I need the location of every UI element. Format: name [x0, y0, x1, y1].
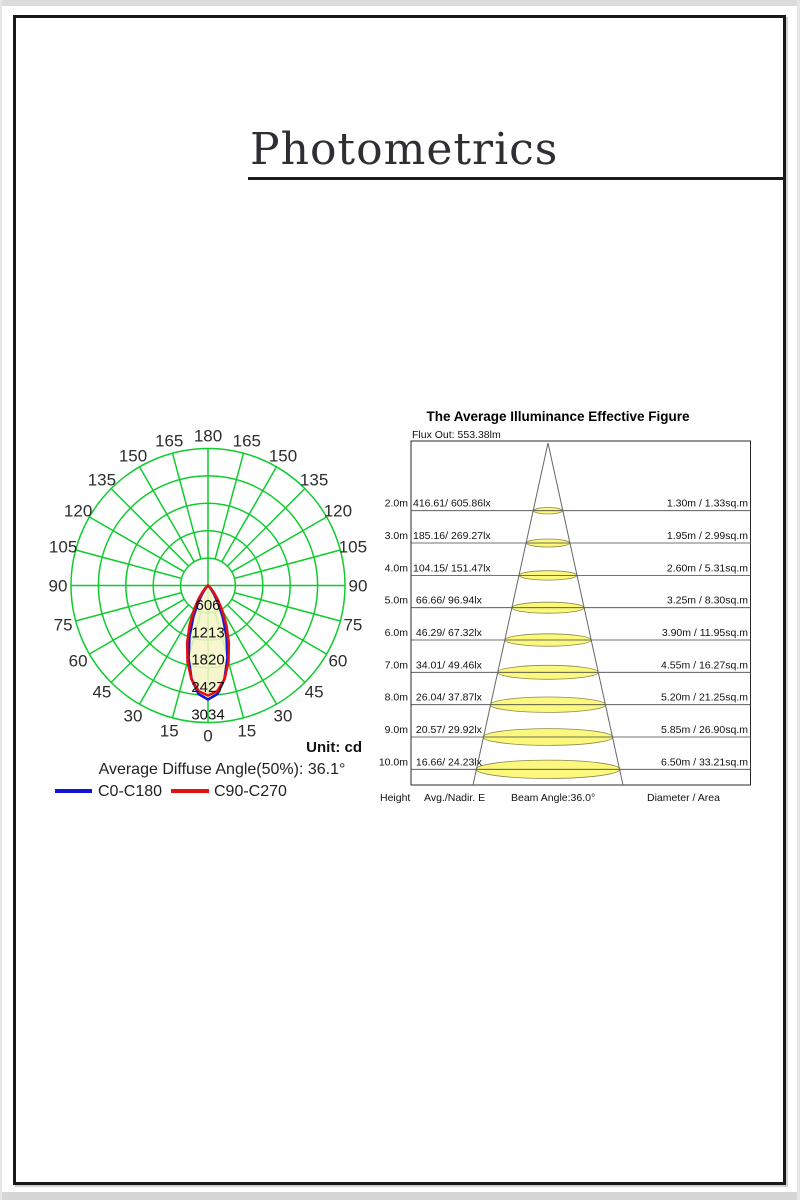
polar-spoke	[235, 550, 341, 578]
polar-angle-label: 0	[203, 726, 213, 746]
polar-spoke	[222, 467, 277, 562]
polar-angle-label: 150	[118, 446, 148, 466]
legend-label-c0-c180: C0-C180	[98, 783, 163, 800]
polar-angle-label: 135	[299, 470, 329, 490]
cone-figure-title: The Average Illuminance Effective Figure	[426, 409, 690, 424]
row-height-label: 4.0m	[384, 562, 408, 575]
polar-angle-label: 135	[87, 470, 117, 490]
row-height-label: 2.0m	[384, 497, 408, 510]
footer-beam-angle-label: Beam Angle:36.0°	[511, 792, 596, 804]
footer-diameter-area-label: Diameter / Area	[647, 792, 720, 804]
row-avg-nadir-value: 46.29/ 67.32lx	[413, 627, 482, 639]
page-edge-bottom	[0, 1192, 800, 1200]
polar-angle-label: 120	[63, 501, 93, 521]
row-diameter-area-value: 6.50m / 33.21sq.m	[661, 756, 748, 769]
polar-angle-label: 15	[237, 721, 257, 741]
polar-ring-value: 606	[195, 596, 221, 614]
polar-spoke	[89, 599, 184, 654]
polar-spoke	[111, 489, 189, 566]
polar-angle-label: 165	[232, 431, 261, 451]
footer-avg-nadir-label: Avg./Nadir. E	[424, 792, 486, 804]
polar-spoke	[215, 453, 243, 559]
polar-angle-label: 30	[273, 706, 293, 726]
polar-angle-label: 105	[48, 537, 78, 557]
row-avg-nadir-value: 104.15/ 151.47lx	[413, 562, 491, 575]
polar-angle-label: 165	[155, 431, 184, 451]
row-diameter-area-value: 5.20m / 21.25sq.m	[661, 691, 748, 704]
polar-ring-value: 3034	[191, 706, 225, 724]
page-edge-left	[0, 0, 2, 1200]
legend-label-c90-c270: C90-C270	[214, 783, 287, 800]
polar-spoke	[140, 609, 195, 704]
polar-ring-value: 1213	[191, 624, 225, 642]
row-height-label: 3.0m	[384, 530, 408, 542]
polar-spoke	[89, 517, 184, 572]
polar-intensity-chart	[30, 415, 380, 810]
row-diameter-area-value: 3.90m / 11.95sq.m	[661, 627, 748, 639]
row-avg-nadir-value: 16.66/ 24.23lx	[413, 756, 482, 769]
polar-angle-label: 180	[193, 426, 223, 446]
polar-spoke	[235, 593, 341, 621]
row-avg-nadir-value: 66.66/ 96.94lx	[413, 594, 482, 607]
row-diameter-area-value: 2.60m / 5.31sq.m	[666, 562, 748, 575]
polar-angle-label: 15	[159, 721, 179, 741]
polar-spoke	[222, 609, 277, 704]
polar-angle-label: 90	[48, 576, 68, 596]
polar-angle-label: 45	[92, 682, 112, 702]
unit-label: Unit: cd	[306, 739, 362, 756]
row-avg-nadir-value: 20.57/ 29.92lx	[413, 724, 482, 736]
page-edge-top	[0, 0, 800, 6]
row-diameter-area-value: 1.30m / 1.33sq.m	[666, 497, 748, 510]
polar-spoke	[173, 453, 201, 559]
illuminance-cone-figure	[375, 400, 795, 810]
row-height-label: 8.0m	[384, 691, 408, 704]
row-height-label: 7.0m	[384, 659, 408, 672]
title-underline	[248, 177, 786, 180]
polar-spoke	[140, 467, 195, 562]
polar-angle-label: 75	[53, 615, 73, 635]
row-diameter-area-value: 1.95m / 2.99sq.m	[666, 530, 748, 542]
polar-angle-label: 45	[304, 682, 324, 702]
row-height-label: 9.0m	[384, 724, 408, 736]
polar-angle-label: 120	[323, 501, 353, 521]
row-height-label: 6.0m	[384, 627, 408, 639]
polar-spoke	[227, 605, 305, 683]
footer-height-label: Height	[380, 792, 411, 804]
flux-out-label: Flux Out: 553.38lm	[412, 429, 501, 441]
row-avg-nadir-value: 185.16/ 269.27lx	[413, 530, 491, 542]
row-avg-nadir-value: 26.04/ 37.87lx	[413, 691, 482, 704]
row-avg-nadir-value: 416.61/ 605.86lx	[413, 497, 491, 510]
polar-spoke	[232, 599, 327, 654]
polar-angle-label: 75	[343, 615, 363, 635]
row-height-label: 10.0m	[378, 756, 408, 769]
diffuse-angle-label: Average Diffuse Angle(50%): 36.1°	[98, 761, 346, 778]
row-diameter-area-value: 3.25m / 8.30sq.m	[666, 594, 748, 607]
polar-spoke	[76, 550, 182, 578]
polar-ring-value: 2427	[191, 679, 225, 697]
row-avg-nadir-value: 34.01/ 49.46lx	[413, 659, 482, 672]
polar-angle-label: 90	[348, 576, 368, 596]
row-diameter-area-value: 4.55m / 16.27sq.m	[661, 659, 748, 672]
page-title: Photometrics	[250, 124, 559, 175]
polar-spoke	[232, 517, 327, 572]
row-height-label: 5.0m	[384, 594, 408, 607]
polar-spoke	[111, 605, 189, 683]
polar-ring-value: 1820	[191, 651, 225, 669]
polar-spoke	[76, 593, 182, 621]
polar-angle-label: 30	[123, 706, 143, 726]
polar-angle-label: 60	[328, 651, 348, 671]
polar-angle-label: 60	[68, 651, 88, 671]
polar-angle-label: 150	[268, 446, 298, 466]
row-diameter-area-value: 5.85m / 26.90sq.m	[661, 724, 748, 736]
polar-spoke	[227, 489, 305, 566]
cone-rows	[379, 498, 751, 779]
polar-angle-label: 105	[338, 537, 368, 557]
